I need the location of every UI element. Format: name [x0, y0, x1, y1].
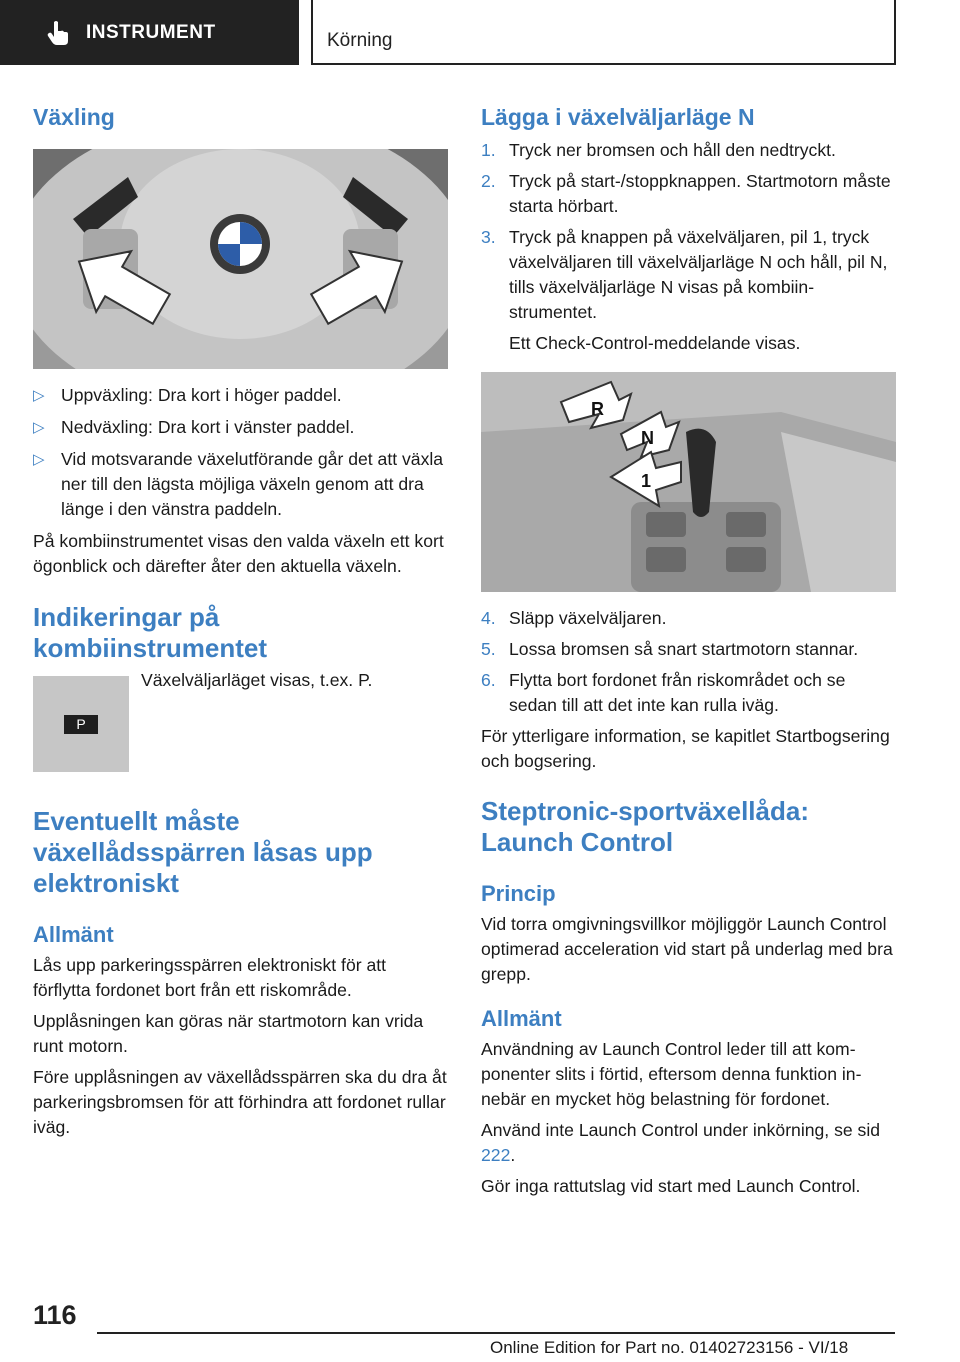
- triangle-bullet-icon: ▷: [33, 451, 45, 468]
- list-item: 3. Tryck på knappen på växelväljaren, pil 1, tryck växelväljaren till växelväljarläge N och håll, pil N, tills växelväljarläge N visas på kombiinstrumentet.: [481, 227, 888, 322]
- allmant-heading-left: Allmänt: [33, 922, 114, 947]
- lagga-paragraph: För ytterligare information, se kapitlet Startbogsering och bogsering.: [481, 726, 890, 771]
- indikeringar-heading: Indikeringar på kombiinstrumentet: [33, 602, 268, 663]
- list-item: 2. Tryck på start-/stoppknappen. Startmotorn måste starta hörbart.: [481, 171, 891, 216]
- indikeringar-block: [33, 670, 448, 776]
- section-tab: [0, 0, 299, 65]
- list-item: 5. Lossa bromsen så snart startmotorn stannar.: [481, 639, 859, 659]
- triangle-bullet-icon: ▷: [33, 387, 45, 404]
- left-column: [33, 100, 448, 1140]
- footer-divider: [97, 1332, 895, 1334]
- gear-label-r: R: [591, 399, 604, 419]
- anvand-paragraph: Använd inte Launch Control under inkörning, se sid 222.: [481, 1120, 881, 1165]
- page-number: 116: [33, 1300, 77, 1330]
- vaxling-paragraph: På kombiinstrumentet visas den valda växeln ett kort ögonblick och därefter åter den aktuella växeln.: [33, 531, 444, 576]
- chapter-label: Körning: [327, 30, 393, 51]
- triangle-bullet-icon: ▷: [33, 419, 45, 436]
- steering-wheel-illustration: [33, 149, 448, 369]
- chapter-header: [311, 0, 896, 65]
- step3-note: Ett Check-Control-meddelande visas.: [509, 333, 801, 353]
- eventuellt-heading: Eventuellt måste växellådsspärren låsas upp elektroniskt: [33, 806, 373, 898]
- gear-indicator: P: [64, 715, 98, 734]
- princip-heading: Princip: [481, 881, 556, 906]
- gear-label-1: 1: [641, 471, 652, 491]
- princip-paragraph: Vid torra omgivningsvillkor möjliggör Launch Control optimerad acceleration vid start på underlag med bra grepp.: [481, 914, 893, 984]
- list-item: ▷ Uppväxling: Dra kort i höger paddel.: [33, 383, 448, 408]
- steptronic-heading: Steptronic-sportväxellåda: Launch Control: [481, 796, 809, 857]
- steps-list-a: [481, 138, 896, 325]
- gear-selector-image: [481, 372, 896, 592]
- gear-label-n: N: [641, 428, 654, 448]
- allmant-paragraph-2: Upplåsningen kan göras när startmotorn kan vrida runt motorn.: [33, 1011, 424, 1056]
- edition-text: Online Edition for Part no. 01402723156 - VI/18: [490, 1338, 849, 1357]
- gear-display-image: [33, 676, 129, 772]
- vaxling-heading: Växling: [33, 104, 115, 130]
- page-link[interactable]: 222: [481, 1145, 511, 1165]
- list-item: 1. Tryck ner bromsen och håll den nedtryckt.: [481, 140, 836, 160]
- steering-wheel-image: [33, 149, 448, 369]
- list-item: 4. Släpp växelväljaren.: [481, 608, 667, 628]
- steps-list-b: [481, 606, 896, 718]
- indikeringar-text: Växelväljarläget visas, t.ex. P.: [141, 670, 373, 690]
- list-item: ▷ Vid motsvarande växelutförande går det att växla ner till den lägsta möjliga växeln genom att dra länge i den vänstra paddeln.: [33, 449, 444, 519]
- list-item: ▷ Nedväxling: Dra kort i vänster paddel.: [33, 415, 448, 440]
- gor-paragraph: Gör inga rattutslag vid start med Launch Control.: [481, 1176, 861, 1196]
- allmant-heading-right: Allmänt: [481, 1006, 562, 1031]
- gear-selector-illustration: [481, 372, 896, 592]
- section-label: INSTRUMENT: [86, 21, 216, 43]
- right-column: [481, 100, 896, 1199]
- hand-pointer-icon: [44, 19, 72, 47]
- allmant-paragraph-right: Användning av Launch Control leder till att komponenter slits i förtid, eftersom denna funktion innebär en mycket hög belastning för fordonet.: [481, 1039, 862, 1109]
- allmant-paragraph-1: Lås upp parkeringsspärren elektroniskt för att förflytta fordonet bort från ett riskområde.: [33, 955, 387, 1000]
- lagga-heading: Lägga i växelväljarläge N: [481, 104, 755, 130]
- list-item: 6. Flytta bort fordonet från riskområdet och se sedan till att det inte kan rulla iväg.: [481, 670, 846, 715]
- allmant-paragraph-3: Före upplåsningen av växellådsspärren ska du dra åt parkeringsbromsen för att förhindra att fordonet rullar iväg.: [33, 1067, 447, 1137]
- paddle-bullet-list: [33, 383, 448, 522]
